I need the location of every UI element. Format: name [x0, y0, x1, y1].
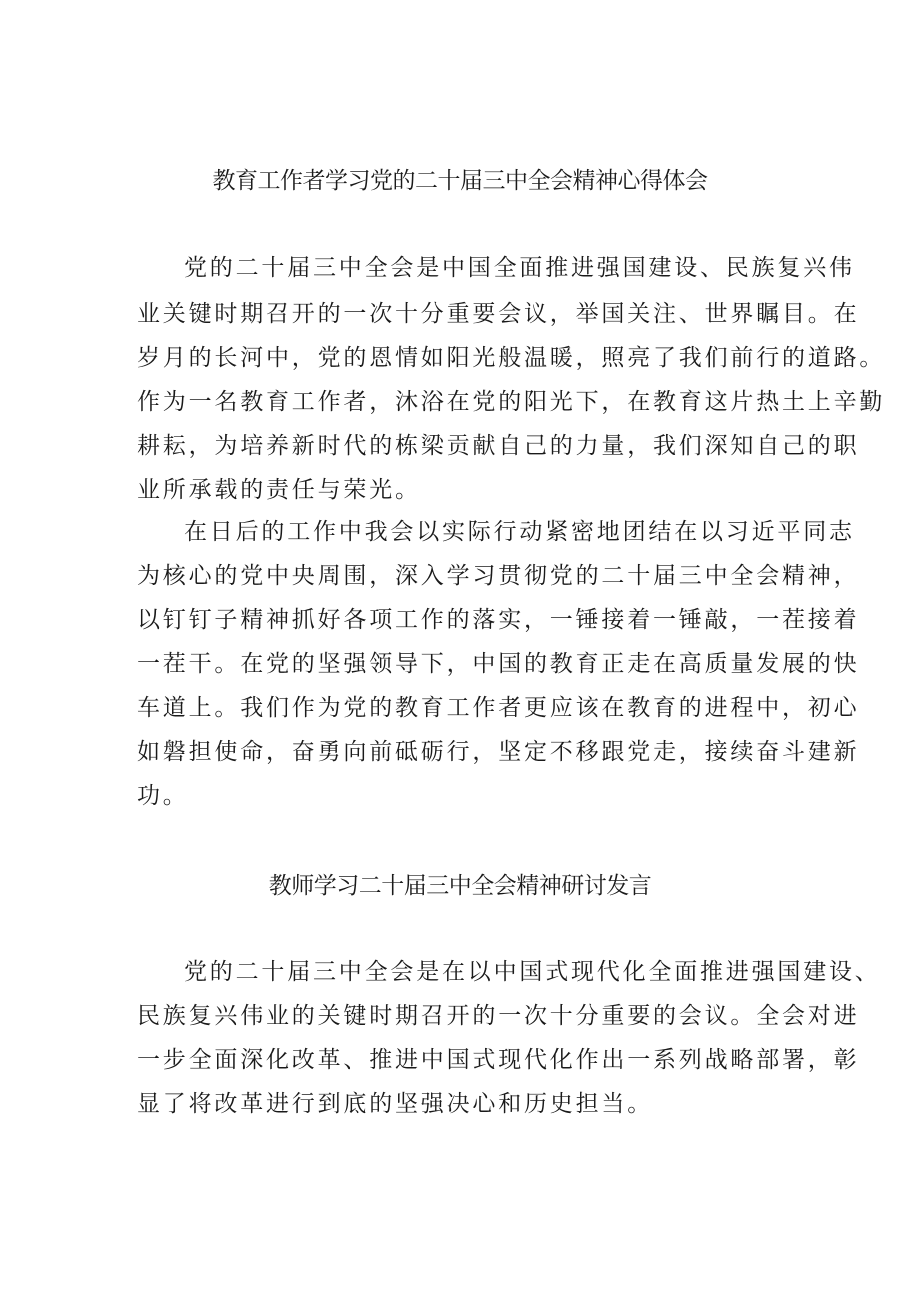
paragraph-line: 作为一名教育工作者，沐浴在党的阳光下，在教育这片热土上辛勤 [137, 389, 886, 415]
paragraph-line: 耕耘，为培养新时代的栋梁贡献自己的力量，我们深知自己的职 [137, 433, 860, 459]
paragraph-line: 以钉钉子精神抓好各项工作的落实，一锤接着一锤敲，一茬接着 [137, 607, 860, 633]
paragraph-line: 如磐担使命，奋勇向前砥砺行，坚定不移跟党走，接续奋斗建新 [137, 739, 860, 765]
paragraph-line: 党的二十届三中全会是中国全面推进强国建设、民族复兴伟 [184, 255, 855, 281]
paragraph-line: 车道上。我们作为党的教育工作者更应该在教育的进程中，初心 [137, 695, 860, 721]
paragraph-line: 在日后的工作中我会以实际行动紧密地团结在以习近平同志 [184, 519, 855, 545]
paragraph-line: 显了将改革进行到底的坚强决心和历史担当。 [137, 1091, 653, 1117]
section-1-title: 教育工作者学习党的二十届三中全会精神心得体会 [212, 168, 708, 194]
paragraph-line: 一茬干。在党的坚强领导下，中国的教育正走在高质量发展的快 [137, 651, 860, 677]
paragraph-line: 业关键时期召开的一次十分重要会议，举国关注、世界瞩目。在 [137, 301, 860, 327]
paragraph-line: 民族复兴伟业的关键时期召开的一次十分重要的会议。全会对进 [137, 1003, 860, 1029]
paragraph-line: 业所承载的责任与荣光。 [137, 477, 421, 503]
paragraph-line: 功。 [137, 783, 189, 809]
paragraph-line: 一步全面深化改革、推进中国式现代化作出一系列战略部署，彰 [137, 1047, 860, 1073]
paragraph-line: 党的二十届三中全会是在以中国式现代化全面推进强国建设、 [184, 959, 881, 985]
section-2-title: 教师学习二十届三中全会精神研讨发言 [268, 873, 652, 899]
paragraph-line: 岁月的长河中，党的恩情如阳光般温暖，照亮了我们前行的道路。 [137, 345, 886, 371]
paragraph-line: 为核心的党中央周围，深入学习贯彻党的二十届三中全会精神， [137, 563, 860, 589]
